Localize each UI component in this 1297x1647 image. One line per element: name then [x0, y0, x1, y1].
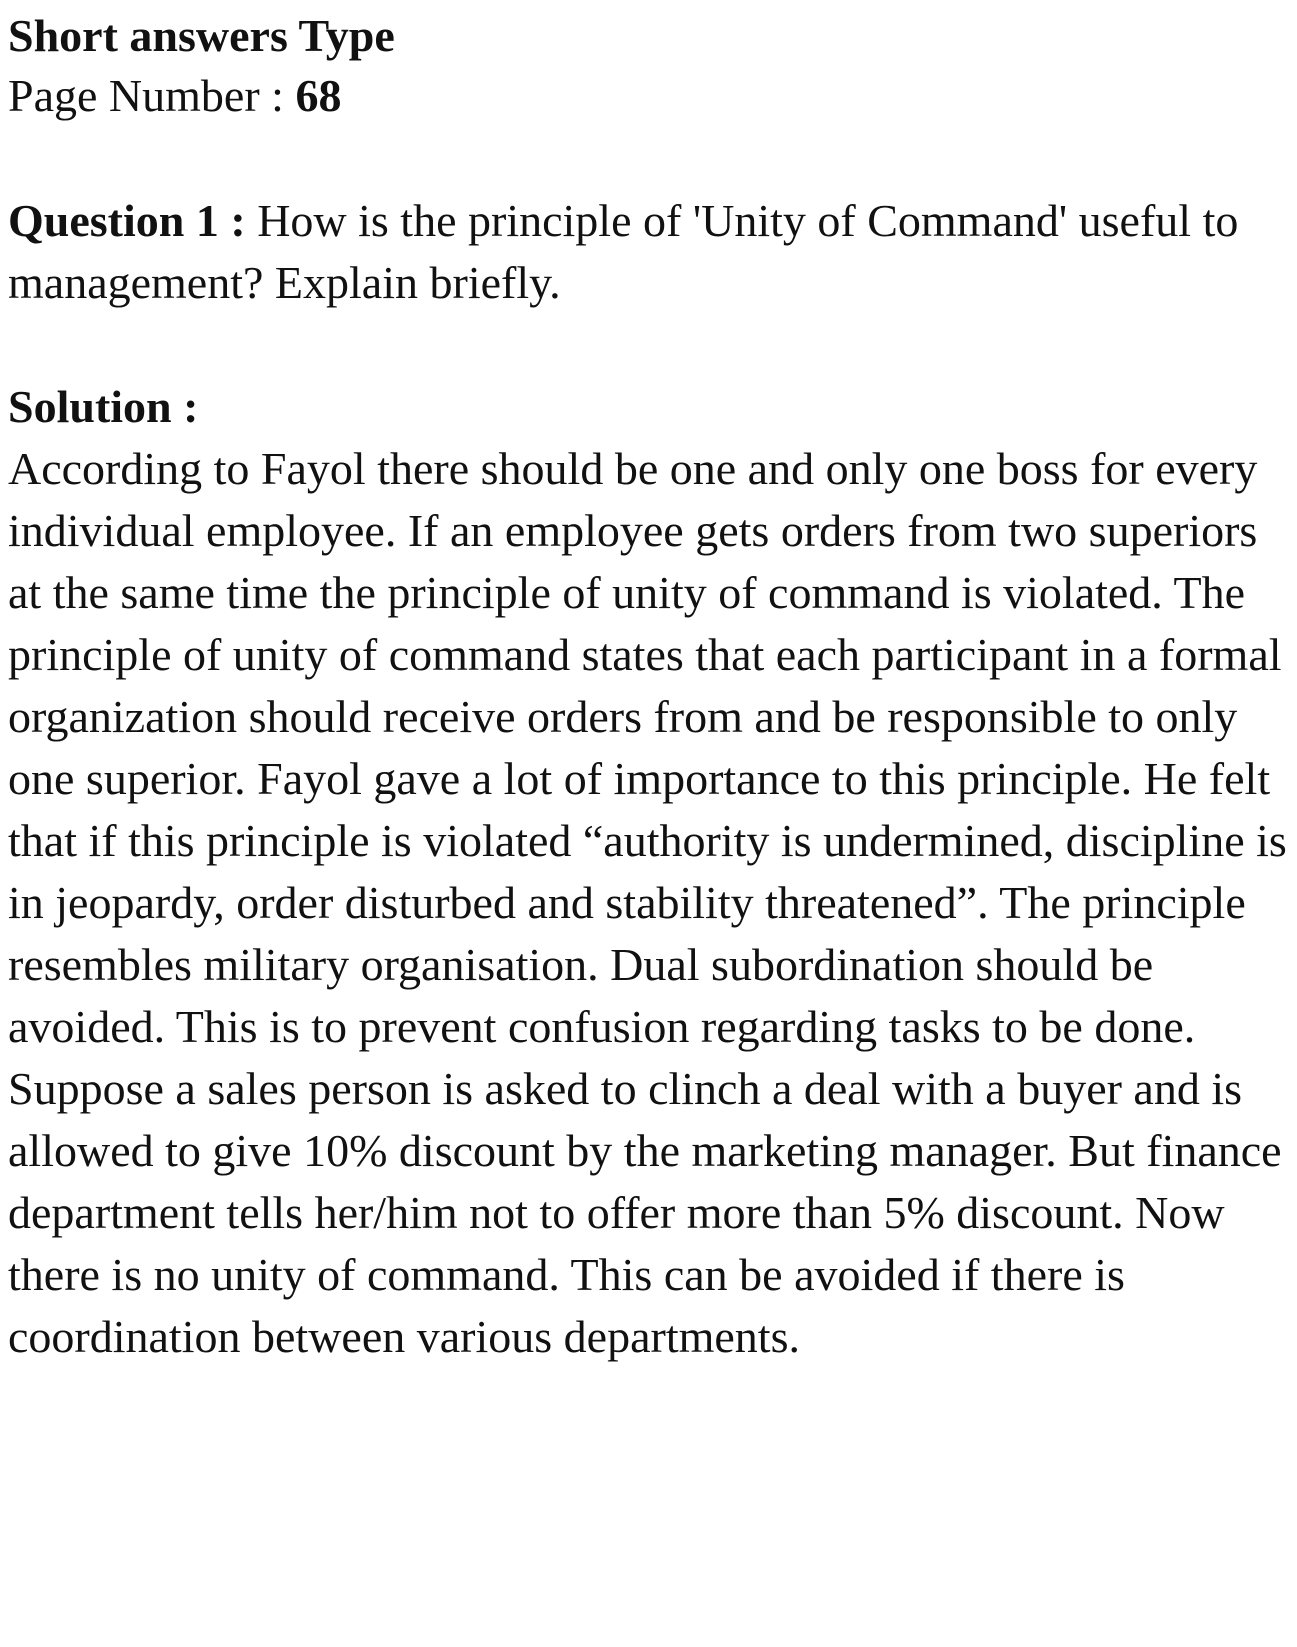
solution-paragraph: According to Fayol there should be one and only one boss for every individual employee. If an employee gets orders from two superiors at the same time the principle of unity of command is violated. The principle of unity of command states that each participant in a formal organization should receive orders from and be responsible to only one superior. Fayol gave a lot of importance to this principle. He felt that if this principle is violated “authority is undermined, discipline is in jeopardy, order disturbed and stability threatened”. The principle resembles military organisation. Dual subordination should be avoided. This is to prevent confusion regarding tasks to be done. Suppose a sales person is asked to clinch a deal with a buyer and is allowed to give 10% discount by the marketing manager. But finance department tells her/him not to offer more than 5% discount. Now there is no unity of command. This can be avoided if there is coordination between various departments. — [8, 443, 1287, 1362]
page-number-value: 68 — [295, 70, 342, 121]
solution-heading: Solution : — [8, 381, 199, 432]
page-number-label: Page Number : — [8, 70, 296, 121]
question-text: How is the principle of 'Unity of Command' useful to management? Explain briefly. — [8, 195, 1239, 308]
page-number-line — [8, 66, 1293, 126]
question-label: Question 1 : — [8, 195, 258, 246]
question-line — [8, 190, 1293, 314]
section-heading: Short answers Type — [8, 10, 395, 61]
